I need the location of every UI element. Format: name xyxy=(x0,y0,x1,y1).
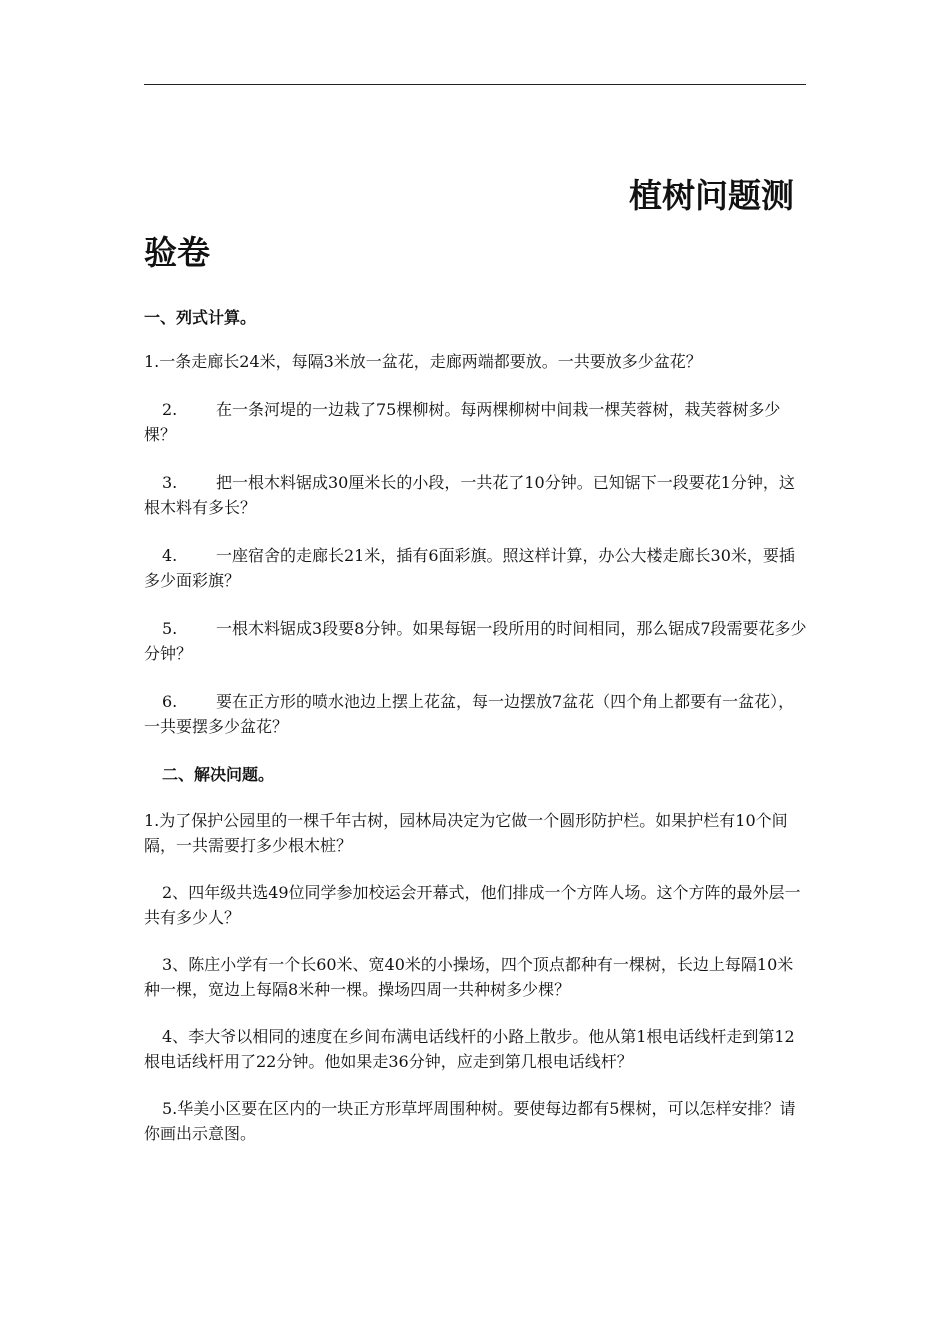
section1-problem-6 xyxy=(144,689,808,739)
problem-number: 5. xyxy=(162,1099,178,1118)
section2-problem-1 xyxy=(144,808,808,858)
section1-problem-3 xyxy=(144,470,808,520)
problem-text: 华美小区要在区内的一块正方形草坪周围种树。要使每边都有5棵树，可以怎样安排？请你画出示意图。 xyxy=(144,1099,796,1143)
section2-problem-4 xyxy=(144,1024,808,1074)
section1-problem-5 xyxy=(144,616,808,666)
section2-problem-3 xyxy=(144,952,808,1002)
problem-text: 把一根木料锯成30厘米长的小段，一共花了10分钟。已知锯下一段要花1分钟，这根木料有多长？ xyxy=(144,473,795,517)
problem-text: 李大爷以相同的速度在乡间布满电话线杆的小路上散步。他从第1根电话线杆走到第12根电话线杆用了22分钟。他如果走36分钟，应走到第几根电话线杆？ xyxy=(144,1027,795,1071)
problem-text: 一座宿舍的走廊长21米，插有6面彩旗。照这样计算，办公大楼走廊长30米，要插多少面彩旗？ xyxy=(144,546,795,590)
problem-number: 5. xyxy=(162,619,178,638)
problem-text: 为了保护公园里的一棵千年古树，园林局决定为它做一个圆形防护栏。如果护栏有10个间隔，一共需要打多少根木桩？ xyxy=(144,811,788,855)
problem-number: 3. xyxy=(162,473,178,492)
problem-number: 6. xyxy=(162,692,178,711)
problem-text: 要在正方形的喷水池边上摆上花盆，每一边摆放7盆花（四个角上都要有一盆花），一共要摆多少盆花？ xyxy=(144,692,795,736)
section1-problem-1 xyxy=(144,349,808,374)
problem-number: 1. xyxy=(144,811,160,830)
section2-problem-2 xyxy=(144,880,808,930)
problem-number: 4. xyxy=(162,546,178,565)
problem-text: 四年级共选49位同学参加校运会开幕式，他们排成一个方阵人场。这个方阵的最外层一共有多少人？ xyxy=(144,883,801,927)
problem-number: 3、 xyxy=(162,955,189,974)
problem-number: 1. xyxy=(144,352,160,371)
header-rule xyxy=(144,84,806,85)
section1-problem-2 xyxy=(144,397,808,447)
section1-heading: 一、列式计算。 xyxy=(144,308,257,327)
section2-problem-5 xyxy=(144,1096,808,1146)
section1-problem-list xyxy=(144,349,808,739)
problem-number: 2. xyxy=(162,400,178,419)
section2-heading: 二、解决问题。 xyxy=(162,765,275,784)
problem-text: 陈庄小学有一个长60米、宽40米的小操场，四个顶点都种有一棵树，长边上每隔10米种一棵，宽边上每隔8米种一棵。操场四周一共种树多少棵？ xyxy=(144,955,794,999)
worksheet-content xyxy=(144,170,808,1146)
problem-number: 4、 xyxy=(162,1027,189,1046)
section1-problem-4 xyxy=(144,543,808,593)
problem-number: 2、 xyxy=(162,883,189,902)
problem-text: 一根木料锯成3段要8分钟。如果每锯一段所用的时间相同，那么锯成7段需要花多少分钟？ xyxy=(144,619,807,663)
problem-text: 一条走廊长24米，每隔3米放一盆花，走廊两端都要放。一共要放多少盆花？ xyxy=(159,352,702,371)
document-title-line2: 验卷 xyxy=(144,233,210,272)
document-title-line1: 植树问题测 xyxy=(629,176,794,215)
problem-text: 在一条河堤的一边栽了75棵柳树。每两棵柳树中间栽一棵芙蓉树，栽芙蓉树多少棵？ xyxy=(144,400,781,444)
section2-problem-list xyxy=(144,808,808,1146)
